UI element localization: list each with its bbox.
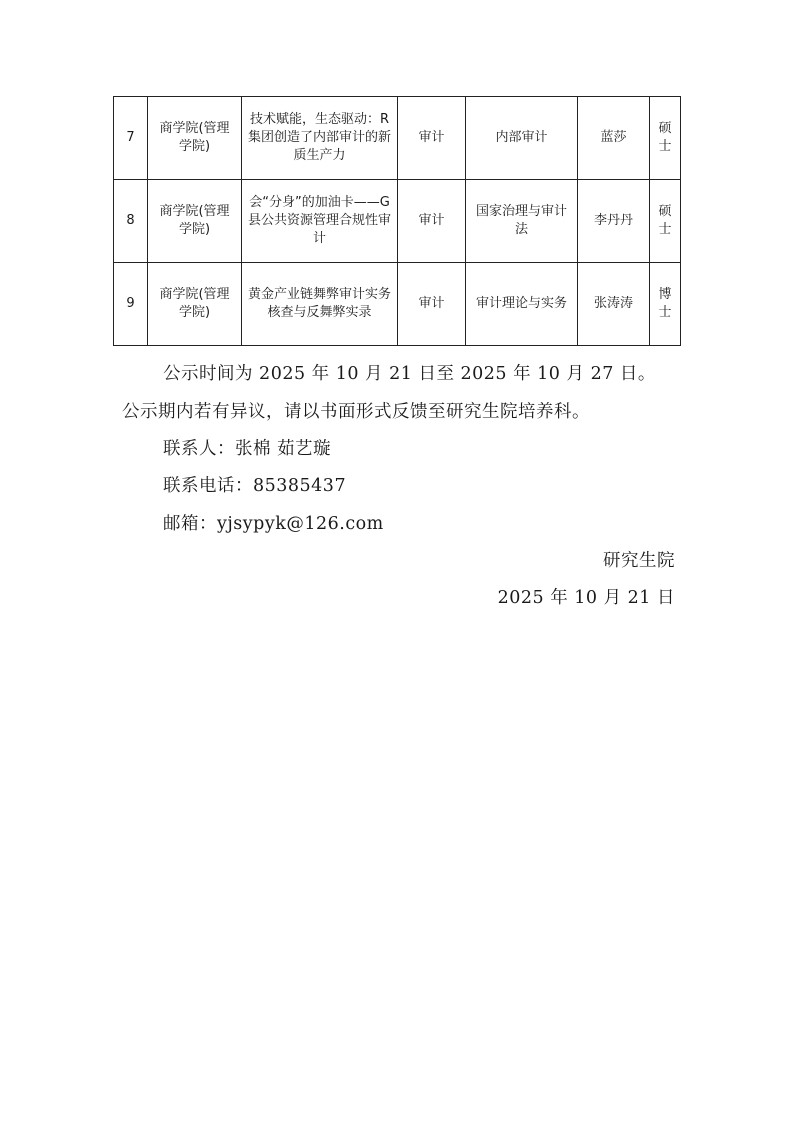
research-direction-cell: 内部审计 (466, 97, 578, 180)
college-cell: 商学院(管理学院) (148, 97, 242, 180)
supervisor-cell: 李丹丹 (578, 180, 650, 263)
supervisor-cell: 蓝莎 (578, 97, 650, 180)
contact-person-text: 联系人：张棉 茹艺璇 (163, 439, 332, 459)
row-number: 8 (114, 180, 148, 263)
discipline-cell: 审计 (398, 180, 466, 263)
case-title-cell: 技术赋能，生态驱动：R集团创造了内部审计的新质生产力 (242, 97, 398, 180)
college-cell: 商学院(管理学院) (148, 263, 242, 346)
contact-email-text: 邮箱：yjsypyk@126.com (163, 514, 384, 534)
objection-instruction-text: 公示期内若有异议，请以书面形式反馈至研究生院培养科。 (122, 402, 590, 422)
table-row (114, 97, 681, 180)
college-cell: 商学院(管理学院) (148, 180, 242, 263)
row-number: 7 (114, 97, 148, 180)
contact-phone-text: 联系电话：85385437 (163, 476, 347, 496)
row-number: 9 (114, 263, 148, 346)
supervisor-cell: 张涛涛 (578, 263, 650, 346)
research-direction-cell: 审计理论与实务 (466, 263, 578, 346)
issuer-signature: 研究生院 (603, 551, 675, 571)
issue-date: 2025 年 10 月 21 日 (497, 588, 675, 608)
research-direction-cell: 国家治理与审计法 (466, 180, 578, 263)
degree-cell: 博士 (650, 263, 681, 346)
table-row (114, 263, 681, 346)
table-row (114, 180, 681, 263)
degree-cell: 硕士 (650, 180, 681, 263)
discipline-cell: 审计 (398, 263, 466, 346)
discipline-cell: 审计 (398, 97, 466, 180)
degree-cell: 硕士 (650, 97, 681, 180)
case-title-cell: 黄金产业链舞弊审计实务核查与反舞弊实录 (242, 263, 398, 346)
publicity-period-text: 公示时间为 2025 年 10 月 21 日至 2025 年 10 月 27 日。 (163, 364, 656, 384)
case-title-cell: 会“分身”的加油卡——G县公共资源管理合规性审计 (242, 180, 398, 263)
award-table (113, 96, 681, 346)
